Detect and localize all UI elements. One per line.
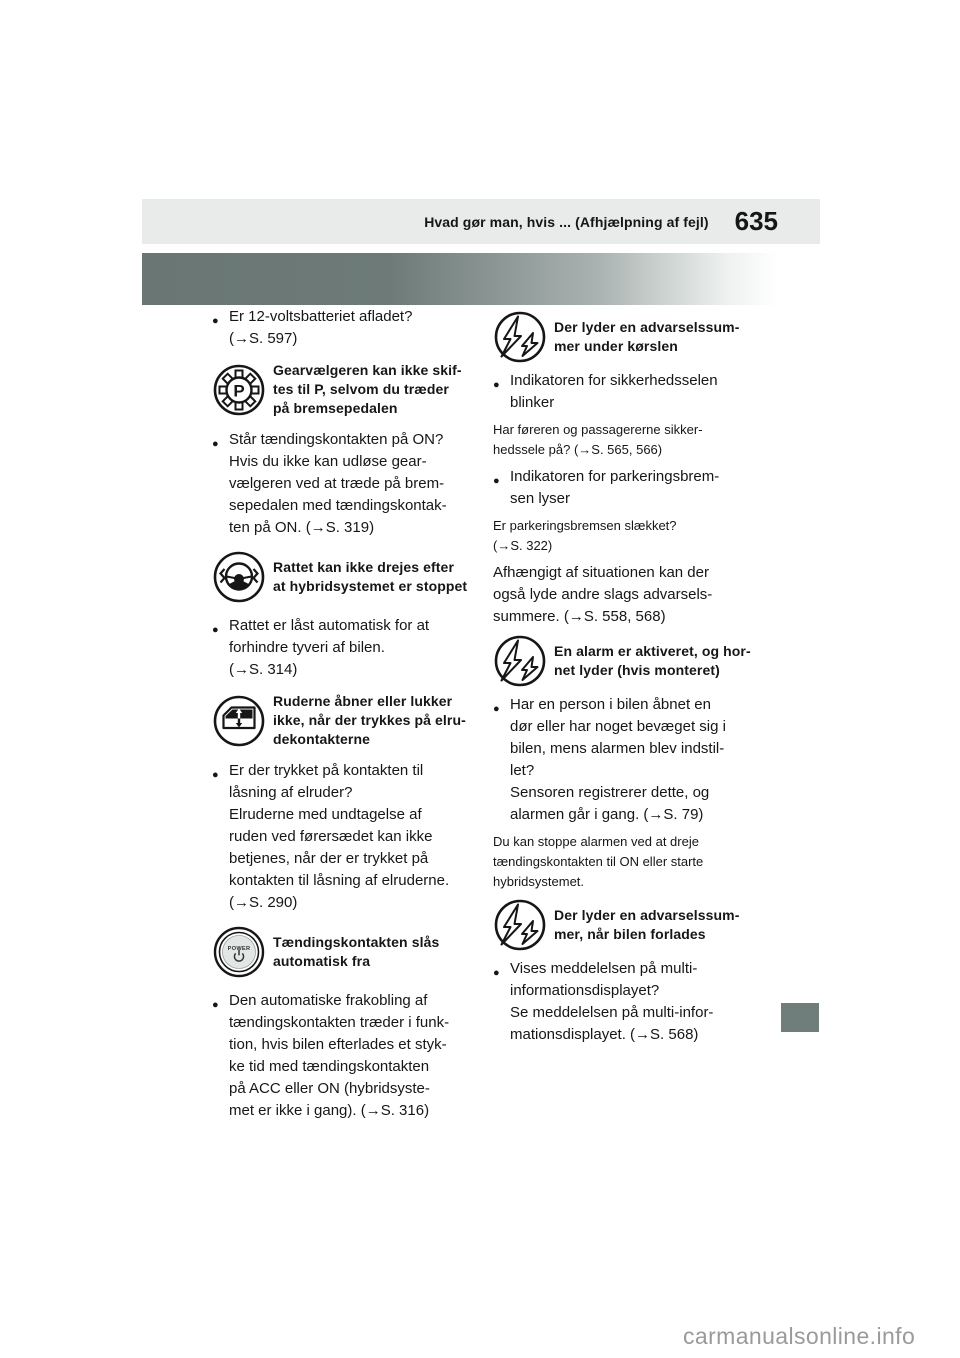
- bullet-icon: ●: [212, 624, 219, 636]
- gear-letter: P: [233, 381, 245, 400]
- page-header: [142, 199, 820, 244]
- bullet-text: Rattet er låst automatisk for at forhindre tyveri af bilen. (→S. 314): [229, 617, 430, 678]
- bullet-item: [493, 466, 756, 510]
- power-button-label: POWER: [227, 946, 251, 952]
- trouble-heading: Ruderne åbner eller lukker ikke, når der trykkes på elru- dekontakterne: [273, 693, 466, 747]
- note-text: Du kan stoppe alarmen ved at dreje tændingskontakten til ON eller starte hybridsystemet.: [493, 834, 704, 889]
- right-column: [493, 310, 756, 1052]
- note-text: Er parkeringsbremsen slækket? (→S. 322): [493, 518, 677, 553]
- bullet-item: [212, 990, 478, 1122]
- bullet-item: [212, 306, 478, 350]
- icon-heading: [212, 550, 478, 604]
- header-title: Hvad gør man, hvis ... (Afhjælpning af fejl): [424, 213, 709, 230]
- bullet-text: Er 12-voltsbatteriet afladet? (→S. 597): [229, 308, 413, 347]
- steering-lock-icon: [212, 550, 266, 604]
- bullet-text: Er der trykket på kontakten til låsning af elruder? Elruderne med undtagelse af ruden ved førersædet kan ikke betjenes, når der er trykket på kontakten til låsning af elruderne. (→S. 290): [229, 762, 450, 911]
- power-button-icon: [212, 925, 266, 979]
- bullet-text: Den automatiske frakobling af tændingskontakten træder i funk- tion, hvis bilen efterlades et styk- ke tid med tændingskontakten på ACC eller ON (hybridsyste- met er ikke i gang). (→S. 316): [229, 992, 450, 1119]
- trouble-heading: Tændingskontakten slås automatisk fra: [273, 934, 440, 969]
- bullet-item: [212, 760, 478, 914]
- icon-heading: [493, 898, 756, 952]
- bullet-text: Indikatoren for sikkerhedsselen blinker: [510, 372, 718, 411]
- bullet-text: Står tændingskontakten på ON? Hvis du ikke kan udløse gear- vælgeren ved at træde på brem- sepedalen med tændingskontak- ten på ON. (→S. 319): [229, 431, 447, 536]
- page-number: 635: [734, 206, 778, 236]
- trouble-heading: Der lyder en advarselssum- mer under kørslen: [554, 319, 740, 354]
- icon-heading: [212, 692, 478, 749]
- header-gradient-bar: [142, 253, 792, 305]
- bullet-text: Har en person i bilen åbnet en dør eller har noget bevæget sig i bilen, mens alarmen blev indstil- let? Sensoren registrerer dette, og alarmen går i gang. (→S. 79): [510, 696, 726, 823]
- bullet-icon: ●: [493, 379, 500, 391]
- warning-buzzer-icon: [493, 634, 547, 688]
- power-window-icon: [212, 694, 266, 748]
- bullet-item: [212, 429, 478, 539]
- icon-heading: [212, 361, 478, 418]
- bullet-icon: ●: [493, 967, 500, 979]
- bullet-item: [212, 615, 478, 681]
- trouble-heading: Gearvælgeren kan ikke skif- tes til P, selvom du træder på bremsepedalen: [273, 362, 462, 416]
- warning-buzzer-icon: [493, 310, 547, 364]
- bullet-item: [493, 370, 756, 414]
- bullet-item: [493, 694, 756, 826]
- section-tab-marker: [781, 1003, 819, 1032]
- bullet-icon: ●: [212, 999, 219, 1011]
- paragraph-text: Afhængigt af situationen kan der også lyde andre slags advarsels- summere. (→S. 558, 568): [493, 564, 713, 625]
- bullet-text: Vises meddelelsen på multi- informationsdisplayet? Se meddelelsen på multi-infor- mationsdisplayet. (→S. 568): [510, 960, 714, 1043]
- left-column: [212, 306, 478, 1133]
- trouble-heading: En alarm er aktiveret, og hor- net lyder (hvis monteret): [554, 643, 751, 678]
- icon-heading: [493, 634, 756, 688]
- bullet-icon: ●: [493, 475, 500, 487]
- bullet-item: [493, 958, 756, 1046]
- icon-heading: [212, 925, 478, 979]
- trouble-heading: Der lyder en advarselssum- mer, når bilen forlades: [554, 907, 740, 942]
- bullet-icon: ●: [212, 438, 219, 450]
- trouble-heading: Rattet kan ikke drejes efter at hybridsystemet er stoppet: [273, 559, 468, 594]
- watermark: carmanualsonline.info: [683, 1323, 916, 1349]
- gear-p-icon: [212, 363, 266, 417]
- bullet-icon: ●: [212, 315, 219, 327]
- warning-buzzer-icon: [493, 898, 547, 952]
- icon-heading: [493, 310, 756, 364]
- bullet-icon: ●: [212, 769, 219, 781]
- note-text: Har føreren og passagererne sikker- hedssele på? (→S. 565, 566): [493, 422, 703, 457]
- bullet-icon: ●: [493, 703, 500, 715]
- bullet-text: Indikatoren for parkeringsbrem- sen lyser: [510, 468, 720, 507]
